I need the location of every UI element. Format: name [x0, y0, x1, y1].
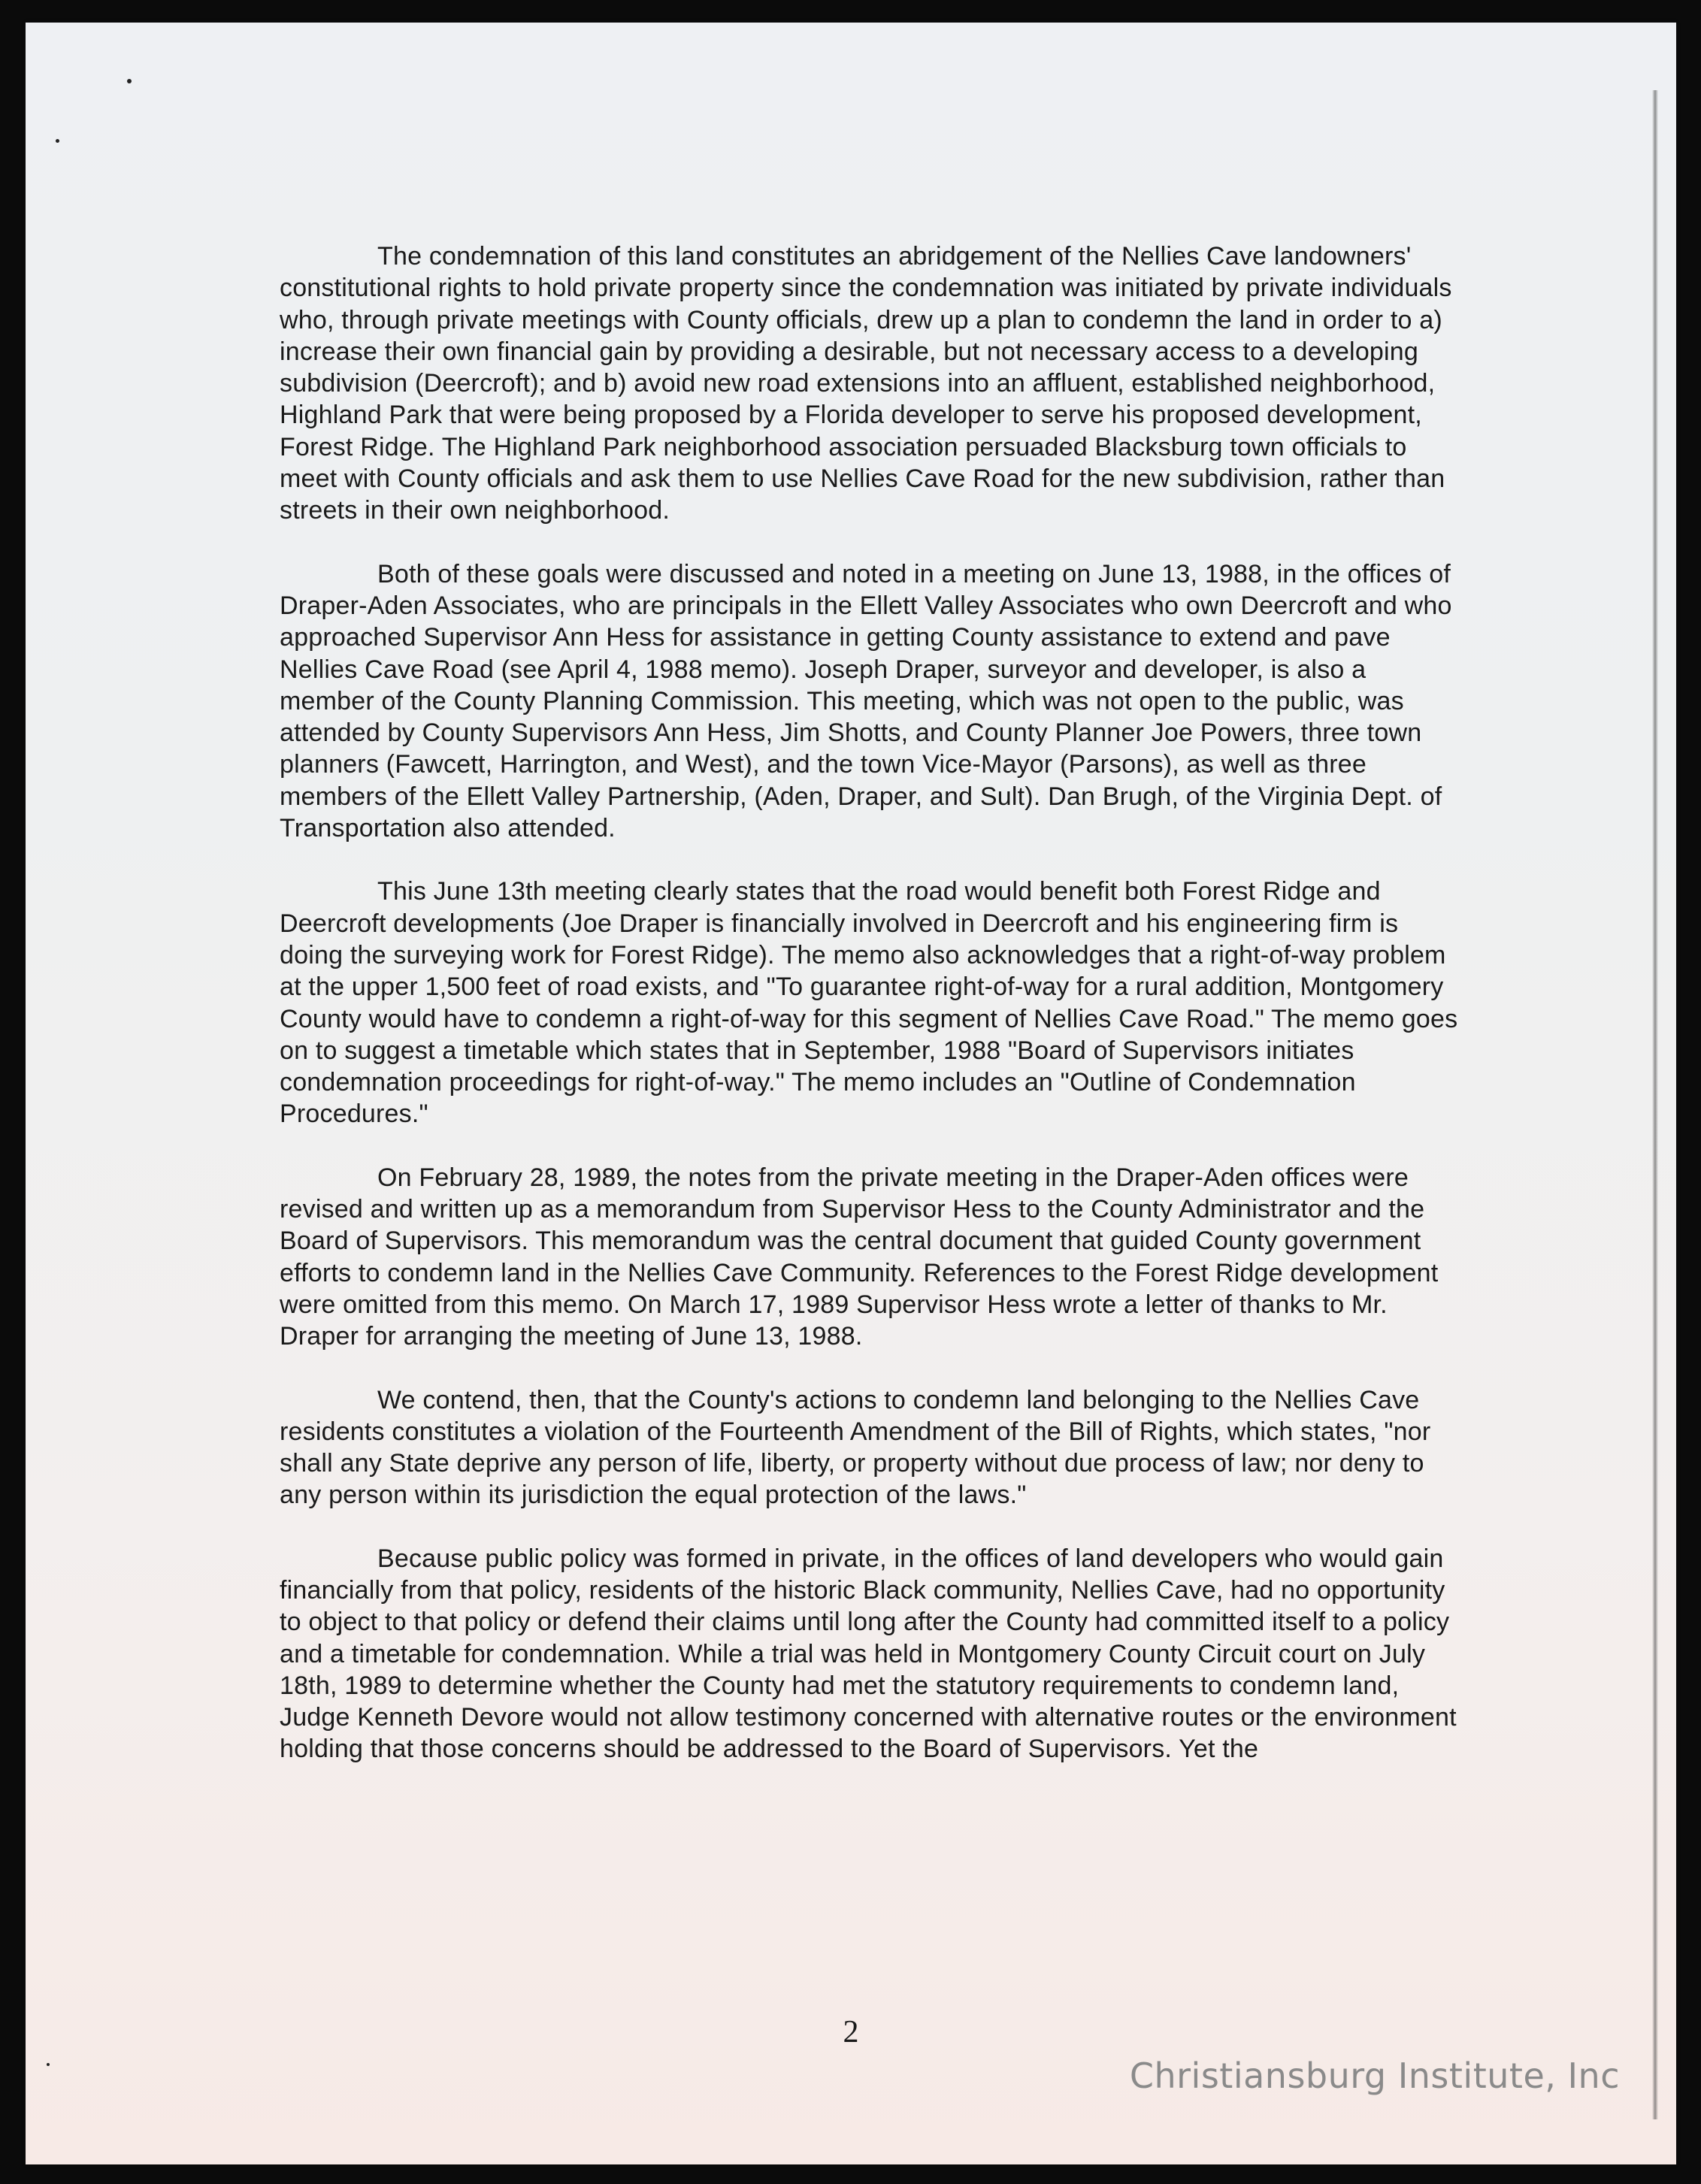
document-page — [26, 23, 1676, 2164]
paragraph — [280, 240, 1467, 527]
paragraph — [280, 1162, 1467, 1353]
paragraph — [280, 558, 1467, 845]
watermark: Christiansburg Institute, Inc — [1129, 2055, 1620, 2096]
paragraph — [280, 1384, 1467, 1511]
paragraph-text: Both of these goals were discussed and noted in a meeting on June 13, 1988, in the offices of Draper-Aden Associates, who are principals in the Ellett Valley Associates who own Deercroft and who approached Supervisor Ann Hess for assistance in getting County assistance to extend and pave Nellies Cave Road (see April 4, 1988 memo). Joseph Draper, surveyor and developer, is also a member of the County Planning Commission. This meeting, which was not open to the public, was attended by County Supervisors Ann Hess, Jim Shotts, and County Planner Joe Powers, three town planners (Fawcett, Harrington, and West), and the town Vice-Mayor (Parsons), as well as three members of the Ellett Valley Partnership, (Aden, Draper, and Sult). Dan Brugh, of the Virginia Dept. of Transportation also attended. — [280, 559, 1452, 843]
paragraph-text: The condemnation of this land constitutes an abridgement of the Nellies Cave landowners' constitutional rights to hold private property since the condemnation was initiated by private individuals who, through private meetings with County officials, drew up a plan to condemn the land in order to a) increase their own financial gain by providing a desirable, but not necessary access to a developing subdivision (Deercroft); and b) avoid new road extensions into an affluent, established neighborhood, Highland Park that were being proposed by a Florida developer to serve his proposed development, Forest Ridge. The Highland Park neighborhood association persuaded Blacksburg town officials to meet with County officials and ask them to use Nellies Cave Road for the new subdivision, rather than streets in their own neighborhood. — [280, 242, 1452, 525]
scan-speck — [127, 79, 132, 83]
scan-speck — [56, 139, 59, 143]
paragraph — [280, 1543, 1467, 1765]
paragraph — [280, 876, 1467, 1130]
paragraph-text: On February 28, 1989, the notes from the private meeting in the Draper-Aden offices were revised and written up as a memorandum from Supervisor Hess to the County Administrator and the Board of Supervisors. This memorandum was the central document that guided County government efforts to condemn land in the Nellies Cave Community. References to the Forest Ridge development were omitted from this memo. On March 17, 1989 Supervisor Hess wrote a letter of thanks to Mr. Draper for arranging the meeting of June 13, 1988. — [280, 1163, 1439, 1351]
page-edge-shadow — [1652, 90, 1658, 2119]
paragraph-text: We contend, then, that the County's actions to condemn land belonging to the Nellies Cave residents constitutes a violation of the Fourteenth Amendment of the Bill of Rights, which states, "nor shall any State deprive any person of life, liberty, or property without due process of law; nor deny to any person within its jurisdiction the equal protection of the laws." — [280, 1385, 1431, 1510]
paragraph-text: Because public policy was formed in private, in the offices of land developers who would gain financially from that policy, residents of the historic Black community, Nellies Cave, had no opportunity to object to that policy or defend their claims until long after the County had committed itself to a policy and a timetable for condemnation. While a trial was held in Montgomery County Circuit court on July 18th, 1989 to determine whether the County had met the statutory requirements to condemn land, Judge Kenneth Devore would not allow testimony concerned with alternative routes or the environment holding that those concerns should be addressed to the Board of Supervisors. Yet the — [280, 1544, 1457, 1764]
paragraph-text: This June 13th meeting clearly states that the road would benefit both Forest Ridge and Deercroft developments (Joe Draper is financially involved in Deercroft and his engineering firm is doing the surveying work for Forest Ridge). The memo also acknowledges that a right-of-way problem at the upper 1,500 feet of road exists, and "To guarantee right-of-way for a rural addition, Montgomery County would have to condemn a right-of-way for this segment of Nellies Cave Road." The memo goes on to suggest a timetable which states that in September, 1988 "Board of Supervisors initiates condemnation proceedings for right-of-way." The memo includes an "Outline of Condemnation Procedures." — [280, 877, 1458, 1129]
scan-speck — [47, 2063, 50, 2066]
page-number: 2 — [843, 2015, 859, 2049]
body-text — [280, 240, 1467, 1797]
